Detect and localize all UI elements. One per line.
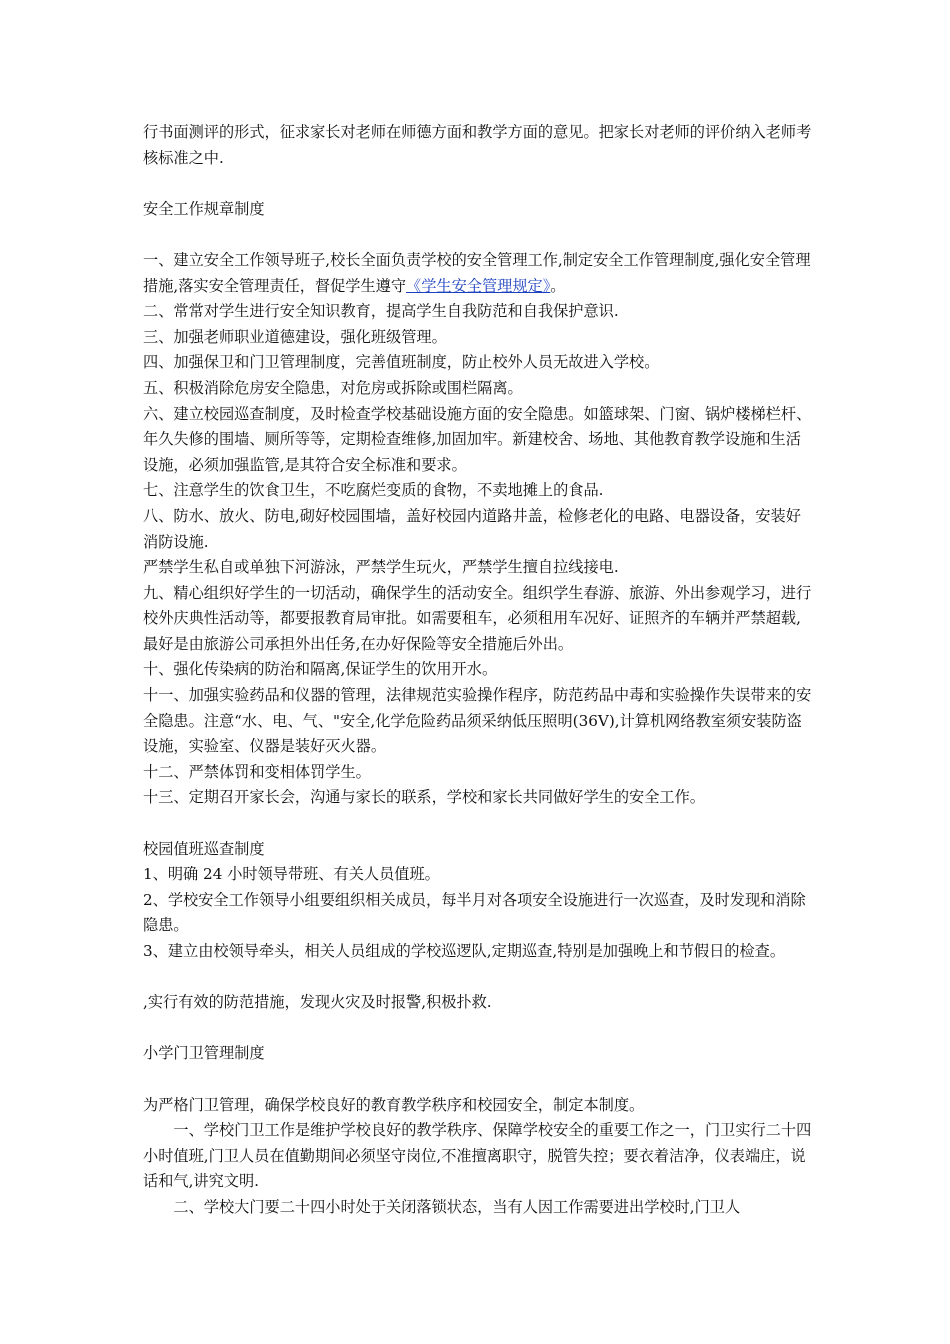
intro-paragraph: 行书面测评的形式，征求家长对老师在师德方面和教学方面的意见。把家长对老师的评价纳入老师考核标准之中. <box>143 123 812 167</box>
safety-item: 严禁学生私自或单独下河游泳，严禁学生玩火，严禁学生擅自拉线接电. <box>143 558 619 577</box>
fire-paragraph: ,实行有效的防范措施，发现火灾及时报警,积极扑救. <box>143 993 492 1012</box>
safety-item: 十二、严禁体罚和变相体罚学生。 <box>143 762 371 781</box>
safety-item: 十、强化传染病的防治和隔离,保证学生的饮用开水。 <box>143 660 498 679</box>
safety-item: 七、注意学生的饮食卫生，不吃腐烂变质的食物，不卖地摊上的食品. <box>143 481 604 500</box>
safety-item: 五、积极消除危房安全隐患，对危房或拆除或围栏隔离。 <box>143 378 523 397</box>
spacer <box>143 171 815 197</box>
gate-item: 一、学校门卫工作是维护学校良好的教学秩序、保障学校安全的重要工作之一，门卫实行二十四小时值班,门卫人员在值勤期间必须坚守岗位,不准擅离职守，脱管失控；要衣着洁净，仪表端庄，说话和气,讲究文明. <box>143 1121 812 1191</box>
safety-item-1-text: 一、建立安全工作领导班子,校长全面负责学校的安全管理工作,制定安全工作管理制度,强化安全管理措施,落实安全管理责任，督促学生遵守 <box>143 250 811 295</box>
safety-regulation-link[interactable]: 《学生安全管理规定》 <box>406 276 551 295</box>
safety-item-1-suffix: 。 <box>550 276 566 295</box>
safety-item: 六、建立校园巡查制度，及时检查学校基础设施方面的安全隐患。如篮球架、门窗、锅炉楼梯栏杆、年久失修的围墙、厕所等等，定期检查维修,加固加牢。新建校舍、场地、其他教育教学设施和生活设施，必须加强监管,是其符合安全标准和要求。 <box>143 404 812 474</box>
safety-item: 八、防水、放火、防电,砌好校园围墙，盖好校园内道路井盖，检修老化的电路、电器设备，安装好消防设施. <box>143 506 801 551</box>
document-page <box>143 120 815 1221</box>
safety-item-1 <box>143 248 815 299</box>
spacer <box>143 965 815 991</box>
spacer <box>143 1067 815 1093</box>
spacer <box>143 222 815 248</box>
safety-item: 十一、加强实验药品和仪器的管理，法律规范实验操作程序，防范药品中毒和实验操作失误带来的安全隐患。注意“水、电、气、"安全,化学危险药品须采纳低压照明(36V),计算机网络教室须安装防盗设施，实验室、仪器是装好灭火器。 <box>143 686 812 756</box>
duty-item: 3、建立由校领导牵头，相关人员组成的学校巡逻队,定期巡查,特别是加强晚上和节假日的检查。 <box>143 942 786 960</box>
spacer <box>143 1016 815 1042</box>
section-title-duty: 校园值班巡查制度 <box>143 839 265 858</box>
safety-item: 三、加强老师职业道德建设，强化班级管理。 <box>143 327 447 346</box>
gate-item: 二、学校大门要二十四小时处于关闭落锁状态，当有人因工作需要进出学校时,门卫人 <box>173 1197 741 1216</box>
safety-item: 十三、定期召开家长会，沟通与家长的联系，学校和家长共同做好学生的安全工作。 <box>143 788 705 807</box>
duty-item: 1、明确 24 小时领导带班、有关人员值班。 <box>143 865 440 884</box>
safety-item: 九、精心组织好学生的一切活动，确保学生的活动安全。组织学生春游、旅游、外出参观学习，进行校外庆典性活动等，都要报教育局审批。如需要租车，必须租用车况好、证照齐的车辆并严禁超载,最好是由旅游公司承担外出任务,在办好保险等安全措施后外出。 <box>143 583 812 653</box>
safety-item: 四、加强保卫和门卫管理制度，完善值班制度，防止校外人员无故进入学校。 <box>143 353 660 372</box>
spacer <box>143 811 815 837</box>
safety-item: 二、常常对学生进行安全知识教育，提高学生自我防范和自我保护意识. <box>143 302 619 321</box>
gate-intro: 为严格门卫管理，确保学校良好的教育教学秩序和校园安全，制定本制度。 <box>143 1095 645 1114</box>
duty-item: 2、学校安全工作领导小组要组织相关成员，每半月对各项安全设施进行一次巡查，及时发现和消除隐患。 <box>143 890 806 935</box>
section-title-gate: 小学门卫管理制度 <box>143 1044 265 1063</box>
section-title-safety: 安全工作规章制度 <box>143 199 265 218</box>
